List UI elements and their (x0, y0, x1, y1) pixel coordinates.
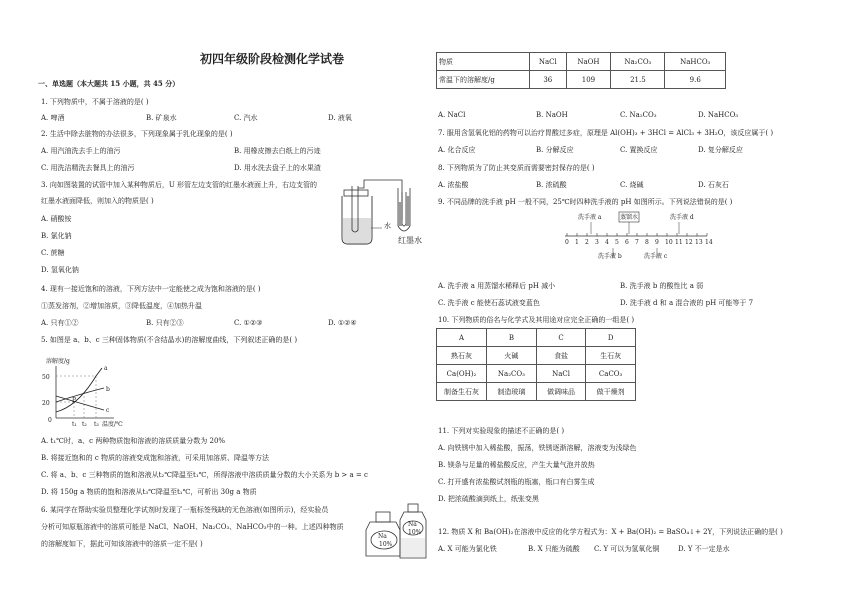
q4-methods: ①蒸发溶剂，②增加溶质，③降低温度，④加热升温 (41, 302, 202, 310)
ph-tick-label: 8 (645, 239, 649, 246)
table-row (437, 71, 726, 89)
q9-stem: 9. 不同品牌的洗手液 pH 一般不同，25℃时四种洗手液的 pH 如图所示。下列说法错误的是( ) (438, 198, 733, 206)
table-cell: 21.5 (611, 71, 665, 89)
q6-option-a: A. NaCl (438, 111, 466, 119)
q8-option-b: B. 浓硫酸 (536, 181, 567, 189)
table-cell: Na₂CO₃ (487, 365, 537, 383)
point-p-label: P (72, 397, 77, 404)
table-row (437, 53, 726, 71)
label-red-ink: 红墨水 (398, 236, 422, 245)
ph-tick-label: 10 (665, 239, 673, 246)
table-cell: NaCl (536, 365, 585, 383)
curve-a-label: a (104, 365, 108, 372)
q3-option-d: D. 氢氧化钠 (41, 266, 79, 274)
q9-option-b: B. 洗手液 b 的酸性比 a 弱 (620, 282, 704, 290)
q11-option-d: D. 把浓硫酸滴到纸上，纸张变黑 (438, 495, 539, 503)
graph-t3: t₃ (94, 421, 99, 428)
q6-option-d: D. NaHCO₃ (698, 111, 739, 119)
ph-tick-label: 0 (565, 239, 569, 246)
q5-option-c: C. 将 a、b、c 三种物质的饱和溶液从t₂℃降温至t₁℃，所得溶液中溶质质量分数的大小关系为 b > a = c (41, 471, 368, 479)
graph-xlabel: 温度/℃ (102, 421, 123, 428)
q6-option-c: C. Na₂CO₃ (620, 111, 657, 119)
table-cell: Na₂CO₃ (611, 53, 665, 71)
q4-option-c: C. ①②③ (234, 319, 263, 327)
ph-label-d: 洗手液 d (670, 214, 694, 221)
q12-option-a: A. X 可能为氯化铁 (438, 545, 497, 553)
q3-stem-line1: 3. 向如图装置的试管中加入某种物质后，U 形管左边支管的红墨水液面上升，右边支管的 (41, 181, 318, 189)
q3-stem-line2: 红墨水液面降低，则加入的物质是( ) (41, 197, 154, 205)
graph-y50: 50 (42, 374, 50, 381)
table-cell: NaHCO₃ (665, 53, 726, 71)
ph-tick-label: 12 (685, 239, 693, 246)
solubility-table (436, 52, 726, 89)
table-cell: NaCl (530, 53, 567, 71)
q11-option-c: C. 打开盛有浓盐酸试剂瓶的瓶塞，瓶口有白雾生成 (438, 478, 595, 486)
q1-stem: 1. 下列物质中，不属于溶液的是( ) (41, 98, 149, 106)
q2-option-d: D. 用水洗去盘子上的水果渣 (234, 164, 321, 172)
q9-option-a: A. 洗手液 a 用蒸馏水稀释后 pH 减小 (438, 282, 556, 290)
q6-stem-line3: 的溶解度如下，据此可知该溶液中的溶质一定不是( ) (41, 540, 203, 548)
graph-t2: t₂ (82, 421, 87, 428)
table-cell: 36 (530, 71, 567, 89)
q6-option-b: B. NaOH (536, 111, 568, 119)
q6-stem-line2: 分析可知原瓶溶液中的溶质可能是 NaCl、NaOH、Na₂CO₃、NaHCO₃中的一种。上述四种物质 (41, 523, 344, 531)
q2-option-b: B. 用橡皮擦去白纸上的污迹 (234, 147, 321, 155)
curve-b-label: b (106, 386, 110, 393)
q1-option-d: D. 液氧 (328, 114, 352, 122)
q12-stem: 12. 物质 X 和 Ba(OH)₂在溶液中反应的化学方程式为：X + Ba(OH)₂ = BaSO₄↓+ 2Y，下列说法正确的是( ) (438, 528, 783, 536)
ph-label-b: 洗手液 b (598, 253, 622, 260)
table-cell: 常温下的溶解度/g (437, 71, 530, 89)
graph-t1: t₁ (72, 421, 77, 428)
ph-tick-label: 6 (625, 239, 629, 246)
ph-tick-label: 4 (605, 239, 609, 246)
q6-stem-line1: 6. 某同学在帮助实验员整理化学试剂时发现了一瓶标签残缺的无色溶液(如图所示)，经实验员 (41, 506, 329, 514)
bottle2-label-pct: 10% (408, 529, 422, 536)
ph-tick-label: 2 (585, 239, 589, 246)
q4-option-d: D. ①②④ (328, 319, 357, 327)
q5-option-d: D. 将 150g a 物质的饱和溶液从t₃℃降温至t₁℃，可析出 30g a 物质 (41, 488, 257, 496)
q7-option-c: C. 置换反应 (620, 146, 658, 154)
ph-label-water: 蒸馏水 (620, 214, 639, 221)
table-cell: Ca(OH)₂ (437, 365, 487, 383)
q1-option-c: C. 汽水 (234, 114, 258, 122)
q8-stem: 8. 下列物质为了防止其变质而需要密封保存的是( ) (438, 164, 595, 172)
q12-option-b: B. X 只能为硫酸 (528, 545, 580, 553)
table-cell: D (586, 329, 636, 347)
q5-option-b: B. 将接近饱和的 c 物质的溶液变成饱和溶液，可采用加溶质、降温等方法 (41, 454, 269, 462)
q4-option-a: A. 只有①② (41, 319, 79, 327)
q9-option-d: D. 洗手液 d 和 a 混合液的 pH 可能等于 7 (620, 299, 754, 307)
table-cell: 熟石灰 (437, 347, 487, 365)
table-cell: A (437, 329, 487, 347)
q2-option-a: A. 用汽油洗去手上的油污 (41, 147, 121, 155)
q11-option-a: A. 向铁锈中加入稀盐酸，振荡，铁锈逐渐溶解，溶液变为浅绿色 (438, 444, 637, 452)
q2-stem: 2. 生活中除去脏物的办法很多，下列现象属于乳化现象的是( ) (41, 130, 233, 138)
table-cell: 生石灰 (586, 347, 636, 365)
q10-stem: 10. 下列物质的俗名与化学式及其用途对应完全正确的一组是( ) (438, 316, 635, 324)
q5-stem: 5. 如图是 a、b、c 三种固体物质(不含结晶水)的溶解度曲线，下列叙述正确的是( ) (41, 336, 298, 344)
table-cell: 制备生石灰 (437, 383, 487, 401)
ph-tick-label: 9 (655, 239, 659, 246)
left-column (38, 0, 428, 608)
table-cell: CaCO₃ (586, 365, 636, 383)
q4-stem: 4. 现有一接近饱和的溶液，下列方法中一定能使之成为饱和溶液的是( ) (41, 285, 261, 293)
table-cell: C (536, 329, 585, 347)
q3-option-c: C. 蔗糖 (41, 249, 65, 257)
table-row (437, 329, 636, 347)
bottle2-label-na: Na (408, 521, 417, 528)
q7-option-a: A. 化合反应 (438, 146, 476, 154)
ph-label-a: 洗手液 a (578, 214, 602, 221)
bottle1-label-pct: 10% (379, 541, 393, 548)
label-water: 水 (384, 222, 391, 230)
bottle1-label-na: Na (378, 533, 387, 540)
q12-option-c: C. Y 可以为氢氧化铜 (594, 545, 660, 553)
q1-option-b: B. 矿泉水 (146, 114, 177, 122)
section-heading: 一、单选题（本大题共 15 小题，共 45 分） (38, 79, 180, 88)
q12-option-d: D. Y 不一定是水 (678, 545, 730, 553)
graph-ylabel: 溶解度/g (46, 358, 70, 365)
q5-option-a: A. t₁℃时，a、c 两种物质饱和溶液的溶质质量分数为 20% (41, 437, 226, 445)
table-cell: 做干燥剂 (586, 383, 636, 401)
table-cell: 食盐 (536, 347, 585, 365)
ph-tick-label: 13 (695, 239, 703, 246)
q10-table (436, 328, 636, 401)
graph-origin: 0 (48, 417, 52, 424)
q4-option-b: B. 只有②③ (146, 319, 184, 327)
table-cell: 制造玻璃 (487, 383, 537, 401)
table-row (437, 383, 636, 401)
page-title: 初四年级阶段检测化学试卷 (200, 52, 345, 66)
q2-option-c: C. 用洗洁精洗去餐具上的油污 (41, 164, 135, 172)
ph-tick-label: 7 (635, 239, 639, 246)
table-cell: 109 (566, 71, 611, 89)
ph-label-c: 洗手液 c (644, 253, 668, 260)
q8-option-d: D. 石灰石 (698, 181, 729, 189)
q11-option-b: B. 镁条与足量的稀盐酸反应，产生大量气泡并放热 (438, 461, 595, 469)
right-column (436, 0, 828, 608)
ph-tick-label: 1 (575, 239, 579, 246)
q8-option-a: A. 浓盐酸 (438, 181, 469, 189)
q1-option-a: A. 啤酒 (41, 114, 65, 122)
ph-tick-label: 14 (705, 239, 713, 246)
q7-option-d: D. 复分解反应 (698, 146, 743, 154)
ph-tick-label: 3 (595, 239, 599, 246)
table-cell: 火碱 (487, 347, 537, 365)
table-row (437, 347, 636, 365)
ph-tick-label: 5 (615, 239, 619, 246)
table-cell: 物质 (437, 53, 530, 71)
table-cell: 做调味品 (536, 383, 585, 401)
q3-option-a: A. 硝酸铵 (41, 215, 72, 223)
table-cell: B (487, 329, 537, 347)
graph-y20: 20 (42, 400, 50, 407)
q11-stem: 11. 下列对实验现象的描述不正确的是( ) (438, 427, 565, 435)
q3-option-b: B. 氯化钠 (41, 232, 72, 240)
table-cell: NaOH (566, 53, 611, 71)
ph-tick-label: 11 (675, 239, 683, 246)
table-cell: 9.6 (665, 71, 726, 89)
q7-stem: 7. 服用含氢氧化铝的药物可以治疗胃酸过多症，原理是 Al(OH)₃ + 3HCl = AlCl₃ + 3H₂O，该反应属于( ) (438, 129, 774, 137)
curve-c-label: c (106, 407, 110, 414)
q7-option-b: B. 分解反应 (536, 146, 574, 154)
q8-option-c: C. 烧碱 (620, 181, 644, 189)
q9-option-c: C. 洗手液 c 能使石蕊试液变蓝色 (438, 299, 540, 307)
table-row (437, 365, 636, 383)
